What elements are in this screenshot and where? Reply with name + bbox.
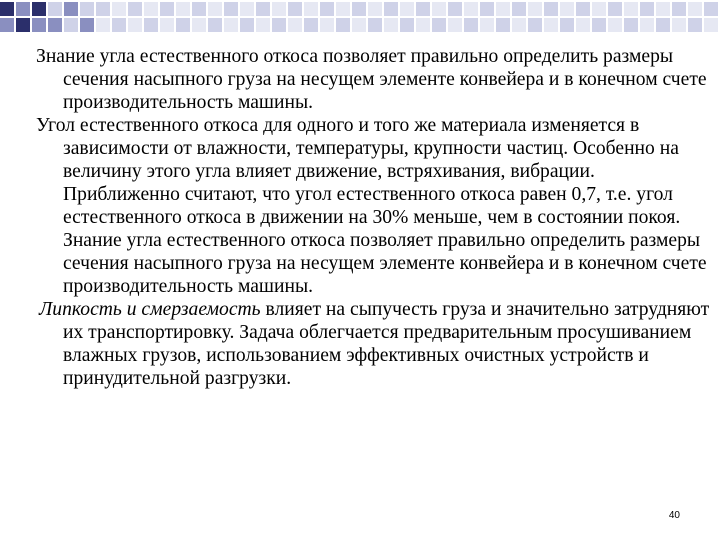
header-square [528,2,542,16]
header-square [256,18,270,32]
header-square [576,18,590,32]
header-square [208,2,222,16]
header-square [576,2,590,16]
header-square [240,18,254,32]
header-square [688,2,702,16]
header-square [192,18,206,32]
header-square [16,2,30,16]
header-square [480,2,494,16]
header-square [400,18,414,32]
header-square [400,2,414,16]
header-square [416,2,430,16]
paragraph-3-lead: Липкость и смерзаемость [39,299,261,320]
header-square [640,2,654,16]
header-square [368,18,382,32]
header-square [256,2,270,16]
header-square [0,18,14,32]
header-square [640,18,654,32]
header-square [128,2,142,16]
header-square [496,2,510,16]
header-square [96,18,110,32]
header-square [144,18,158,32]
header-square [512,18,526,32]
header-square-pattern [0,0,720,42]
header-square [448,2,462,16]
header-square [544,2,558,16]
header-square [480,18,494,32]
header-square [224,18,238,32]
header-square [80,2,94,16]
header-square [416,18,430,32]
header-square [560,2,574,16]
header-square [528,18,542,32]
header-square [240,2,254,16]
header-square [560,18,574,32]
header-square [320,18,334,32]
paragraph-2 [36,114,712,298]
header-square [432,18,446,32]
header-square [48,2,62,16]
header-square [656,18,670,32]
header-square [288,2,302,16]
header-square [0,2,14,16]
header-square [32,2,46,16]
paragraph-3-text: влияет на сыпучесть груза и значительно затрудняют их транспортировку. Задача облегчается предварительным просушиванием влажных грузов, использованием эффективных очистных устройств и принудительной разгрузки. [63,299,710,389]
header-square [624,2,638,16]
header-square [160,2,174,16]
header-square [448,18,462,32]
paragraph-1 [36,45,712,114]
header-square [304,2,318,16]
header-square [48,18,62,32]
header-square [496,18,510,32]
slide-body [36,45,712,390]
header-square [432,2,446,16]
paragraph-2-text: Угол естественного откоса для одного и того же материала изменяется в зависимости от влажности, температуры, крупности частиц. Особенно на величину этого угла влияет движение, встряхивания, вибрации. Приближенно считают, что угол естественного откоса равен 0,7, т.е. угол естественного откоса в движении на 30% меньше, чем в состоянии покоя. Знание угла естественного откоса позволяет правильно определить размеры сечения насыпного груза на несущем элементе конвейера и в конечном счете производительность машины. [36,115,707,297]
header-square [320,2,334,16]
header-square [112,18,126,32]
header-square [464,18,478,32]
header-square [64,2,78,16]
header-square [352,18,366,32]
header-square [288,18,302,32]
header-square [368,2,382,16]
header-square [672,18,686,32]
paragraph-1-text: Знание угла естественного откоса позволяет правильно определить размеры сечения насыпного груза на несущем элементе конвейера и в конечном счете производительность машины. [36,46,707,113]
header-square [160,18,174,32]
header-square [176,18,190,32]
header-square [336,2,350,16]
header-square [352,2,366,16]
header-square [224,2,238,16]
header-square [144,2,158,16]
header-square [128,18,142,32]
header-square [112,2,126,16]
paragraph-3 [36,298,712,390]
header-square [512,2,526,16]
header-square [624,18,638,32]
header-square [208,18,222,32]
header-square [384,2,398,16]
header-square [336,18,350,32]
header-square [688,18,702,32]
header-square [704,18,718,32]
page-number: 40 [668,510,680,521]
header-square [176,2,190,16]
header-square [272,2,286,16]
header-square [592,18,606,32]
header-square [80,18,94,32]
header-square [272,18,286,32]
header-square [608,2,622,16]
header-square [384,18,398,32]
header-square [672,2,686,16]
header-square [16,18,30,32]
header-square [592,2,606,16]
header-square [608,18,622,32]
header-square [464,2,478,16]
header-square [704,2,718,16]
header-square [192,2,206,16]
header-square [64,18,78,32]
header-square [544,18,558,32]
header-square [96,2,110,16]
header-square [656,2,670,16]
header-square [32,18,46,32]
header-square [304,18,318,32]
